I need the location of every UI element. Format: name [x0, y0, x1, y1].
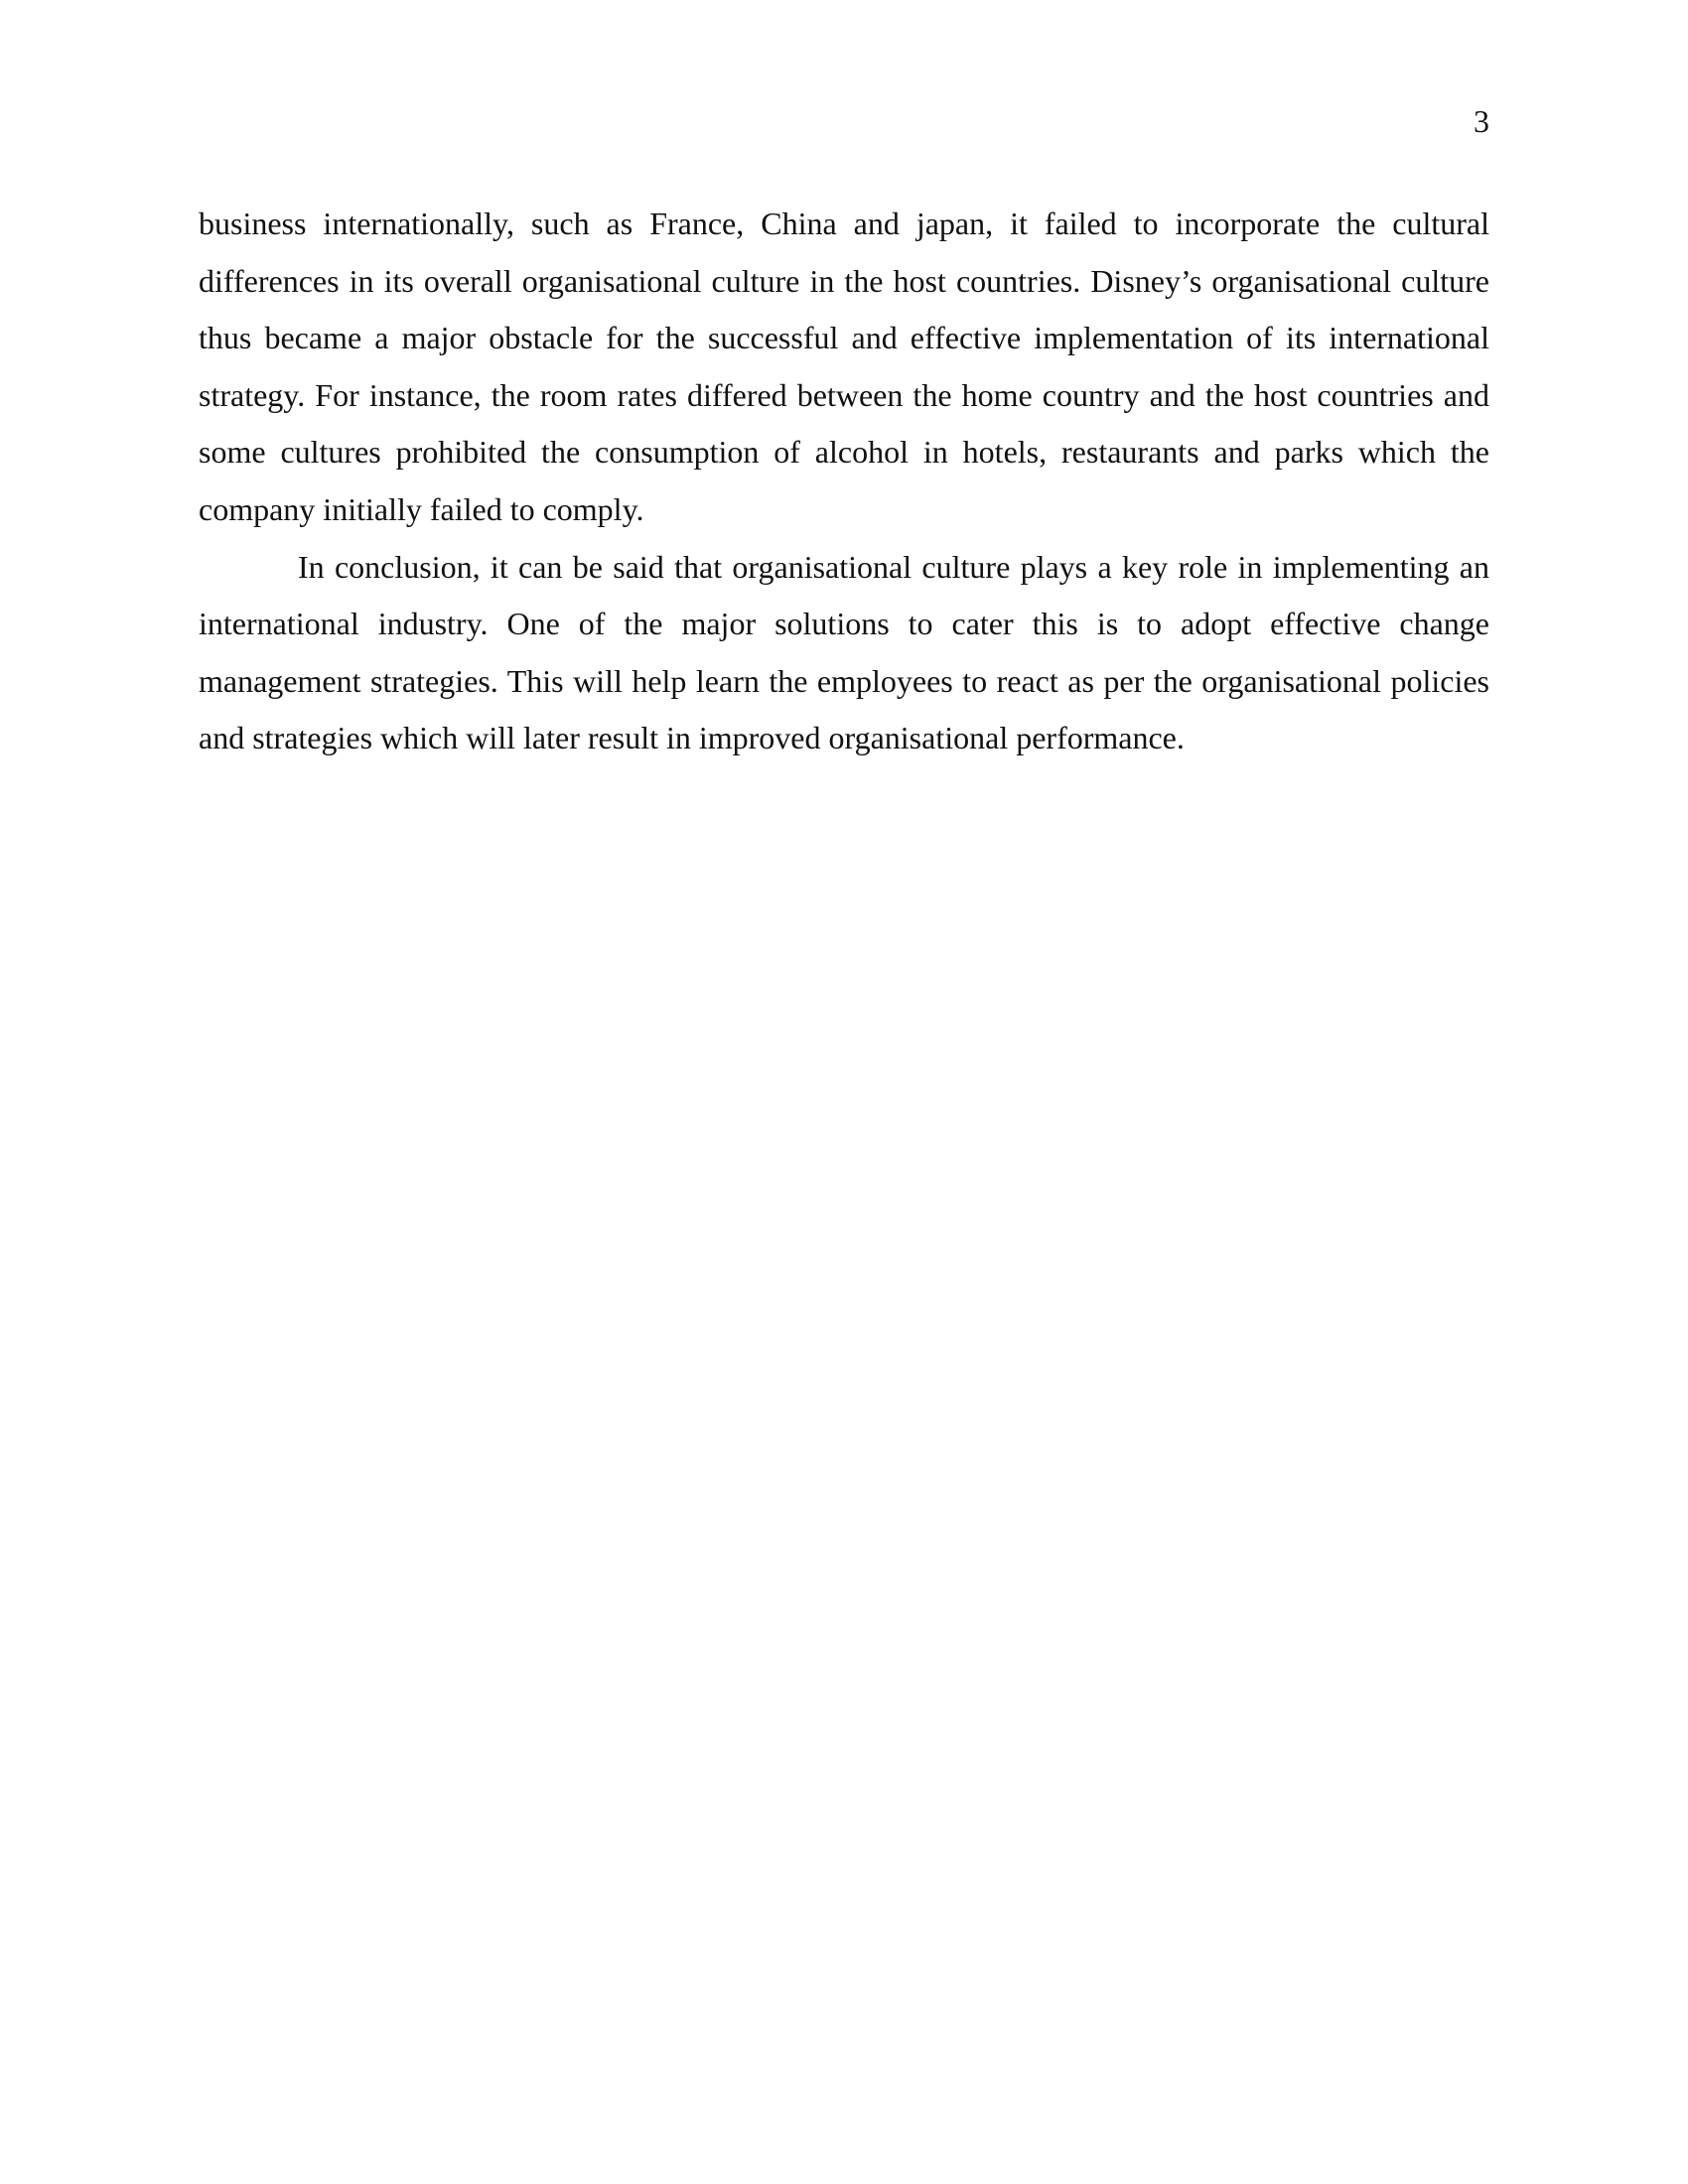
paragraph-conclusion: In conclusion, it can be said that organisational culture plays a key role in implementing an international industry. One of the major solutions to cater this is to adopt effective change management strategies. This will help learn the employees to react as per the organisational policies and strategies which will later result in improved organisational performance. [199, 548, 1489, 756]
page-number: 3 [1474, 103, 1489, 139]
body-text [199, 196, 1489, 767]
paragraph-continuation: business internationally, such as France, China and japan, it failed to incorporate the cultural differences in its overall organisational culture in the host countries. Disney’s organisational culture thus became a major obstacle for the successful and effective implementation of its international strategy. For instance, the room rates differed between the home country and the host countries and some cultures prohibited the consumption of alcohol in hotels, restaurants and parks which the company initially failed to comply. [199, 205, 1489, 527]
